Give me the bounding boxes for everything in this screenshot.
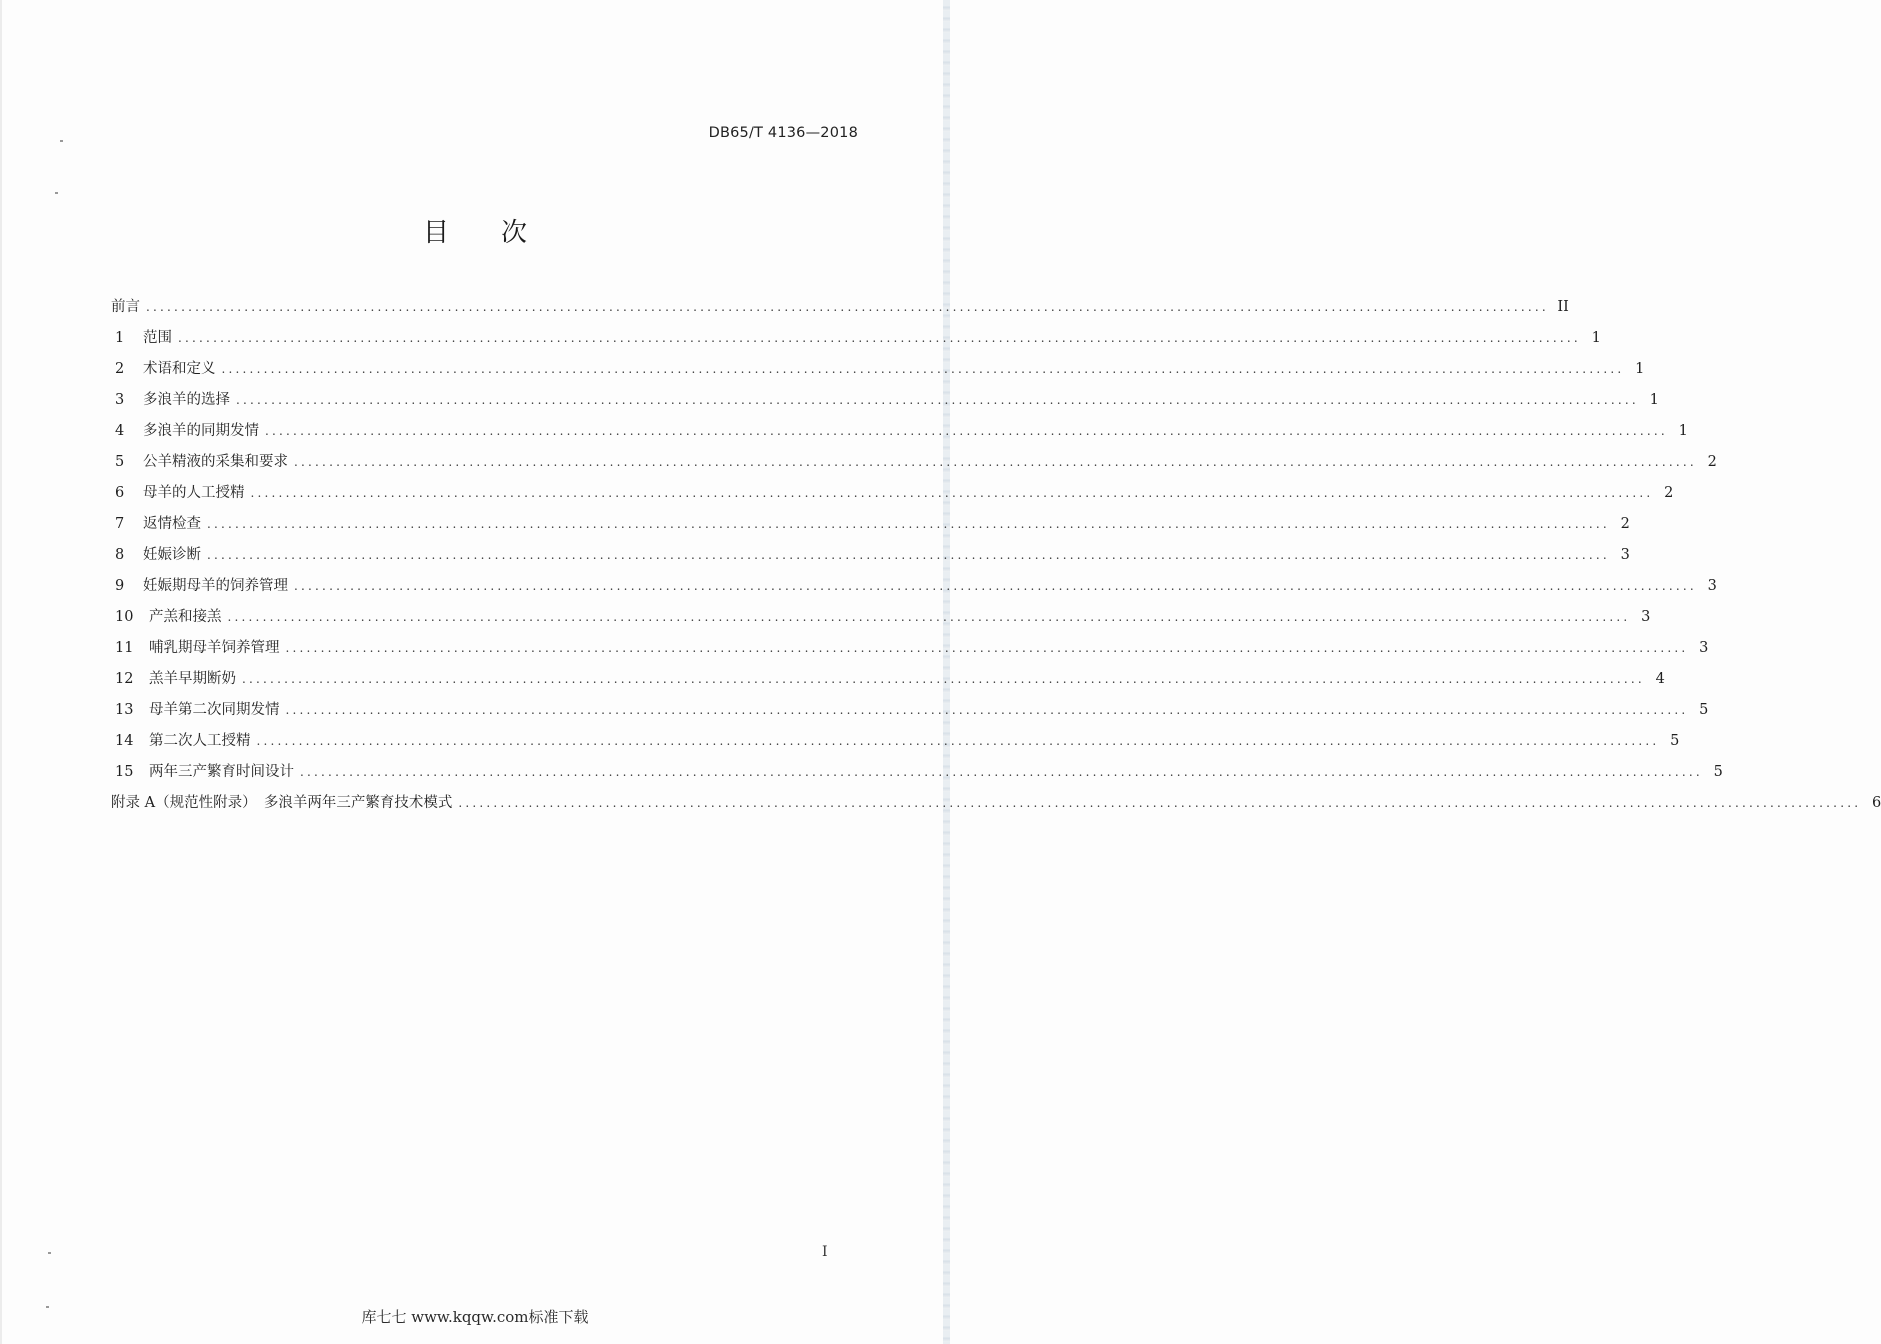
toc-entry-label: 母羊的人工授精 xyxy=(143,485,245,501)
toc-entry-number: 15 xyxy=(115,764,134,780)
toc-leader-dots: ........................................................................................................................................................................................................ xyxy=(207,548,1610,562)
toc-leader-dots: ........................................................................................................................................................................................................ xyxy=(227,610,1631,624)
toc-leader-dots: ........................................................................................................................................................................................................ xyxy=(265,424,1668,438)
toc-entry-page: 5 xyxy=(1713,764,1723,780)
toc-entry[interactable] xyxy=(111,571,1717,602)
footer-site-text: 库七七 www.kqqw.com标准下载 xyxy=(361,1308,589,1326)
toc-entry-number: 12 xyxy=(115,671,134,687)
toc-leader-dots: ........................................................................................................................................................................................................ xyxy=(294,455,1697,469)
toc-entry-label: 公羊精液的采集和要求 xyxy=(143,454,288,470)
toc-entry-page: 5 xyxy=(1670,733,1680,749)
toc-entry-label: 多浪羊的同期发情 xyxy=(143,423,259,439)
scan-speck xyxy=(60,140,63,142)
table-of-contents xyxy=(111,292,1881,819)
toc-entry-label: 返情检查 xyxy=(143,516,201,532)
toc-entry-page: II xyxy=(1557,299,1569,315)
toc-entry-number: 4 xyxy=(115,423,125,439)
toc-leader-dots: ........................................................................................................................................................................................................ xyxy=(242,672,1645,686)
toc-entry-page: 1 xyxy=(1591,330,1601,346)
toc-entry-number: 8 xyxy=(115,547,125,563)
toc-entry-number: 10 xyxy=(115,609,134,625)
toc-entry[interactable] xyxy=(111,354,1645,385)
toc-entry-label: 妊娠诊断 xyxy=(143,547,201,563)
toc-title-char: 目 xyxy=(422,218,449,248)
toc-entry-number: 3 xyxy=(115,392,125,408)
page-folio: I xyxy=(822,1244,828,1260)
toc-leader-dots: ........................................................................................................................................................................................................ xyxy=(250,486,1654,500)
toc-entry-label: 附录 A（规范性附录） 多浪羊两年三产繁育技术模式 xyxy=(111,795,453,811)
toc-entry-page: 1 xyxy=(1678,423,1688,439)
toc-entry-number: 11 xyxy=(115,640,134,656)
toc-entry-page: 3 xyxy=(1707,578,1717,594)
toc-entry-page: 2 xyxy=(1620,516,1630,532)
toc-entry[interactable] xyxy=(111,757,1723,788)
scan-edge-left xyxy=(0,0,2,1344)
toc-entry[interactable] xyxy=(111,726,1680,757)
toc-entry-page: 1 xyxy=(1635,361,1645,377)
toc-entry-number: 2 xyxy=(115,361,125,377)
toc-entry-label: 羔羊早期断奶 xyxy=(149,671,236,687)
toc-entry-number: 7 xyxy=(115,516,125,532)
toc-entry-label: 产羔和接羔 xyxy=(149,609,222,625)
toc-entry[interactable] xyxy=(111,509,1630,540)
document-code: DB65/T 4136—2018 xyxy=(708,125,858,141)
toc-entry[interactable] xyxy=(111,602,1651,633)
toc-entry-number: 1 xyxy=(115,330,125,346)
toc-entry-number: 6 xyxy=(115,485,125,501)
toc-leader-dots: ........................................................................................................................................................................................................ xyxy=(146,300,1549,314)
toc-leader-dots: ........................................................................................................................................................................................................ xyxy=(207,517,1610,531)
toc-entry-number: 14 xyxy=(115,733,134,749)
toc-leader-dots: ........................................................................................................................................................................................................ xyxy=(300,765,1703,779)
toc-entry-page: 6 xyxy=(1872,795,1881,811)
toc-entry-page: 3 xyxy=(1641,609,1651,625)
toc-entry[interactable] xyxy=(111,540,1630,571)
toc-entry[interactable] xyxy=(111,385,1659,416)
toc-entry-label: 哺乳期母羊饲养管理 xyxy=(149,640,280,656)
toc-entry-label: 妊娠期母羊的饲养管理 xyxy=(143,578,288,594)
toc-entry-page: 1 xyxy=(1649,392,1659,408)
toc-entry-label: 两年三产繁育时间设计 xyxy=(149,764,294,780)
toc-entry-label: 术语和定义 xyxy=(143,361,216,377)
toc-entry[interactable] xyxy=(111,292,1569,323)
toc-leader-dots: ........................................................................................................................................................................................................ xyxy=(221,362,1625,376)
toc-title xyxy=(0,212,950,249)
toc-entry-number: 5 xyxy=(115,454,125,470)
toc-entry-number: 13 xyxy=(115,702,134,718)
toc-entry-label: 母羊第二次同期发情 xyxy=(149,702,280,718)
toc-leader-dots: ........................................................................................................................................................................................................ xyxy=(294,579,1697,593)
toc-leader-dots: ........................................................................................................................................................................................................ xyxy=(236,393,1639,407)
toc-leader-dots: ........................................................................................................................................................................................................ xyxy=(256,734,1660,748)
toc-leader-dots: ........................................................................................................................................................................................................ xyxy=(285,641,1689,655)
toc-entry-page: 3 xyxy=(1620,547,1630,563)
toc-entry-page: 4 xyxy=(1655,671,1665,687)
toc-entry[interactable] xyxy=(111,788,1881,819)
toc-entry[interactable] xyxy=(111,695,1709,726)
toc-entry[interactable] xyxy=(111,447,1717,478)
toc-entry-page: 5 xyxy=(1699,702,1709,718)
scan-speck xyxy=(48,1252,51,1254)
toc-entry-label: 多浪羊的选择 xyxy=(143,392,230,408)
toc-entry-number: 9 xyxy=(115,578,125,594)
toc-entry-label: 范围 xyxy=(143,330,172,346)
toc-entry[interactable] xyxy=(111,664,1665,695)
toc-entry[interactable] xyxy=(111,323,1601,354)
toc-entry[interactable] xyxy=(111,416,1688,447)
toc-leader-dots: ........................................................................................................................................................................................................ xyxy=(458,796,1862,810)
toc-entry-page: 2 xyxy=(1664,485,1674,501)
toc-entry-page: 3 xyxy=(1699,640,1709,656)
toc-title-char: 次 xyxy=(501,218,528,248)
toc-leader-dots: ........................................................................................................................................................................................................ xyxy=(285,703,1689,717)
toc-leader-dots: ........................................................................................................................................................................................................ xyxy=(178,331,1581,345)
toc-entry-label: 前言 xyxy=(111,299,140,315)
scan-speck xyxy=(55,192,58,194)
toc-entry[interactable] xyxy=(111,478,1674,509)
toc-entry-page: 2 xyxy=(1707,454,1717,470)
toc-entry[interactable] xyxy=(111,633,1709,664)
toc-entry-label: 第二次人工授精 xyxy=(149,733,251,749)
